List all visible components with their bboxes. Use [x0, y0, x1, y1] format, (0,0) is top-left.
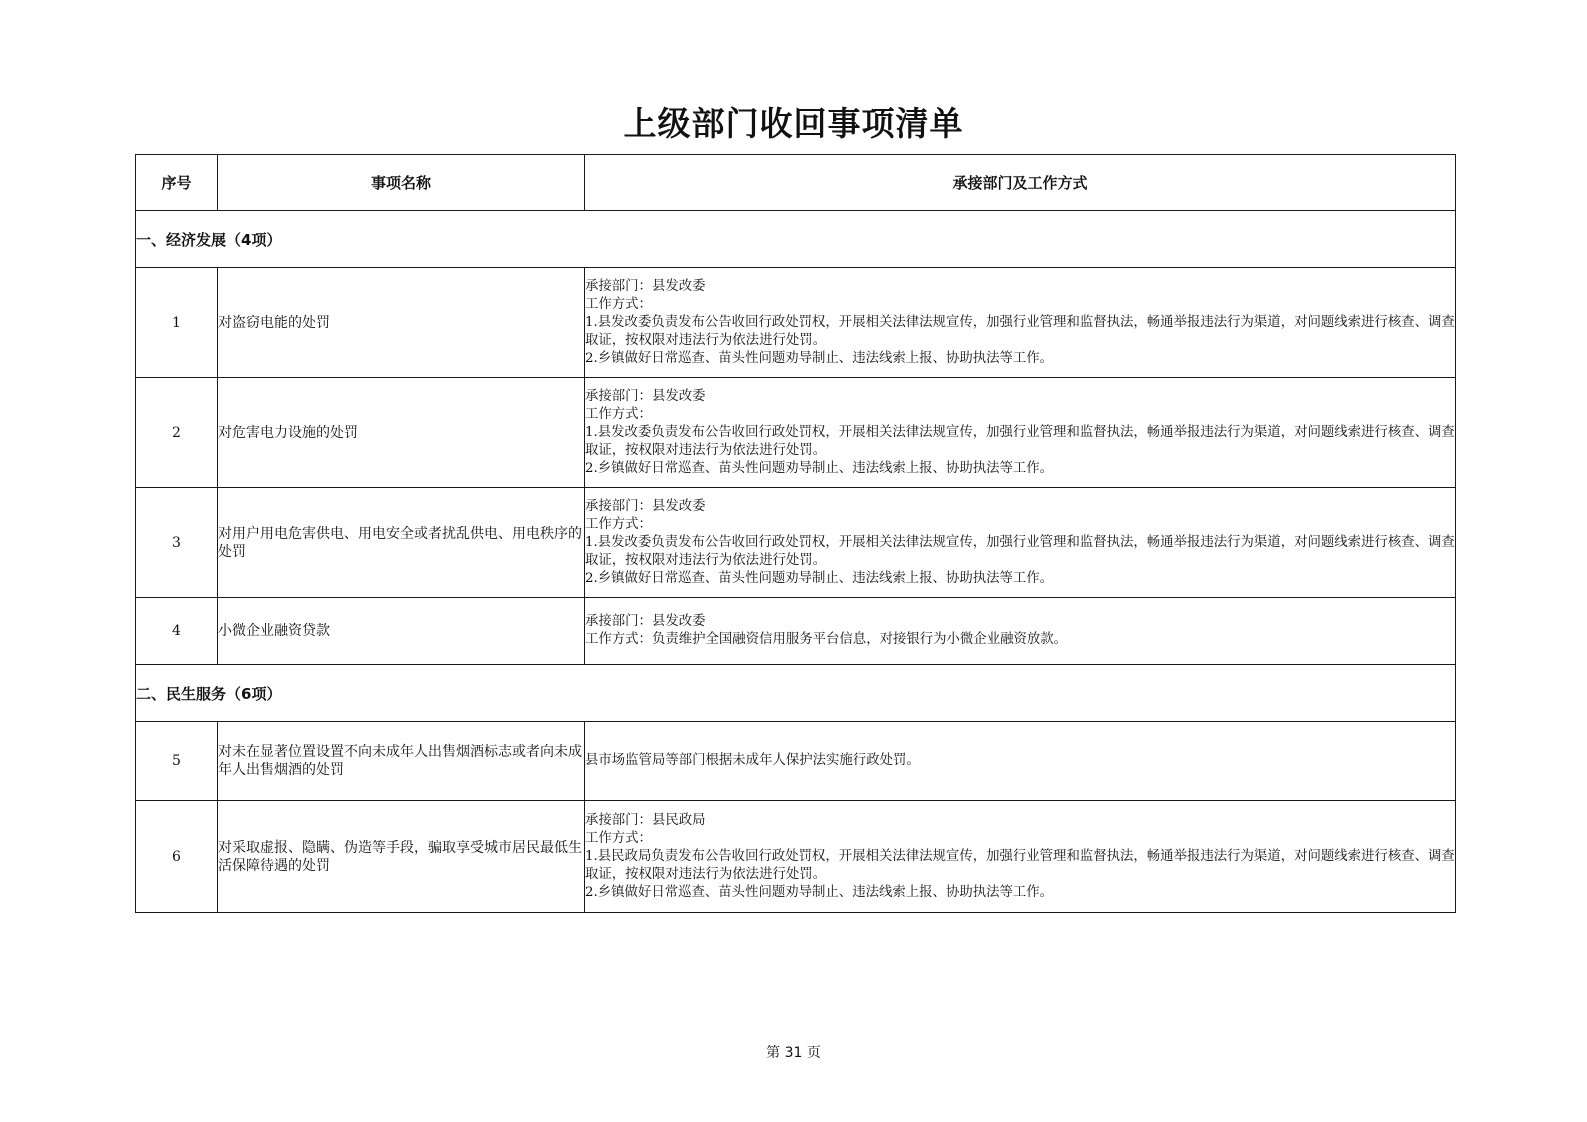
table-header-row — [136, 155, 1456, 211]
method-line: 工作方式：负责维护全国融资信用服务平台信息，对接银行为小微企业融资放款。 — [585, 632, 1068, 647]
row-item-name: 对危害电力设施的处罚 — [218, 378, 585, 488]
row-dept-method — [585, 488, 1456, 598]
row-item-name: 小微企业融资贷款 — [218, 598, 585, 665]
row-seq: 5 — [136, 722, 218, 801]
row-seq: 1 — [136, 268, 218, 378]
method-label-line: 工作方式： — [585, 516, 652, 532]
dept-line: 承接部门：县发改委 — [585, 388, 706, 404]
dept-line: 承接部门：县民政局 — [585, 812, 706, 828]
header-seq: 序号 — [136, 155, 218, 211]
row-item-name: 对盗窃电能的处罚 — [218, 268, 585, 378]
table-row — [136, 488, 1456, 598]
page-title: 上级部门收回事项清单 — [623, 104, 964, 143]
section-label-livelihood: 二、民生服务（6项） — [136, 665, 1456, 722]
method-step-2: 2.乡镇做好日常巡查、苗头性问题劝导制止、违法线索上报、协助执法等工作。 — [585, 570, 1054, 586]
row-seq: 4 — [136, 598, 218, 665]
row-item-name: 对未在显著位置设置不向未成年人出售烟酒标志或者向未成年人出售烟酒的处罚 — [218, 722, 585, 801]
header-dept-method: 承接部门及工作方式 — [585, 155, 1456, 211]
row-dept-method — [585, 801, 1456, 913]
method-step-1: 1.县民政局负责发布公告收回行政处罚权，开展相关法律法规宣传，加强行业管理和监督执法，畅通举报违法行为渠道，对问题线索进行核查、调查取证，按权限对违法行为依法进行处罚。 — [585, 848, 1455, 882]
method-label-line: 工作方式： — [585, 406, 652, 422]
row-item-name: 对用户用电危害供电、用电安全或者扰乱供电、用电秩序的处罚 — [218, 488, 585, 598]
dept-line: 承接部门：县发改委 — [585, 278, 706, 294]
method-label-line: 工作方式： — [585, 296, 652, 312]
section-label-economic: 一、经济发展（4项） — [136, 211, 1456, 268]
row-dept-method — [585, 378, 1456, 488]
row-item-name: 对采取虚报、隐瞒、伪造等手段，骗取享受城市居民最低生活保障待遇的处罚 — [218, 801, 585, 913]
section-row — [136, 211, 1456, 268]
dept-line: 承接部门：县发改委 — [585, 614, 706, 629]
method-step-1: 1.县发改委负责发布公告收回行政处罚权，开展相关法律法规宣传，加强行业管理和监督执法，畅通举报违法行为渠道，对问题线索进行核查、调查取证，按权限对违法行为依法进行处罚。 — [585, 424, 1455, 458]
method-step-2: 2.乡镇做好日常巡查、苗头性问题劝导制止、违法线索上报、协助执法等工作。 — [585, 460, 1054, 476]
dept-line: 承接部门：县发改委 — [585, 498, 706, 514]
method-step-1: 1.县发改委负责发布公告收回行政处罚权，开展相关法律法规宣传，加强行业管理和监督执法，畅通举报违法行为渠道，对问题线索进行核查、调查取证，按权限对违法行为依法进行处罚。 — [585, 534, 1455, 568]
method-line: 县市场监管局等部门根据未成年人保护法实施行政处罚。 — [585, 753, 920, 768]
table-row — [136, 598, 1456, 665]
row-dept-method — [585, 722, 1456, 801]
row-seq: 2 — [136, 378, 218, 488]
table-row — [136, 378, 1456, 488]
row-seq: 6 — [136, 801, 218, 913]
row-seq: 3 — [136, 488, 218, 598]
items-table — [135, 154, 1456, 913]
table-row — [136, 268, 1456, 378]
row-dept-method — [585, 268, 1456, 378]
method-label-line: 工作方式： — [585, 830, 652, 846]
method-step-1: 1.县发改委负责发布公告收回行政处罚权，开展相关法律法规宣传，加强行业管理和监督执法，畅通举报违法行为渠道，对问题线索进行核查、调查取证，按权限对违法行为依法进行处罚。 — [585, 314, 1455, 348]
table-row — [136, 801, 1456, 913]
method-step-2: 2.乡镇做好日常巡查、苗头性问题劝导制止、违法线索上报、协助执法等工作。 — [585, 350, 1054, 366]
section-row — [136, 665, 1456, 722]
page-number: 第 31 页 — [766, 1045, 821, 1061]
method-step-2: 2.乡镇做好日常巡查、苗头性问题劝导制止、违法线索上报、协助执法等工作。 — [585, 884, 1054, 900]
header-item-name: 事项名称 — [218, 155, 585, 211]
table-row — [136, 722, 1456, 801]
row-dept-method — [585, 598, 1456, 665]
